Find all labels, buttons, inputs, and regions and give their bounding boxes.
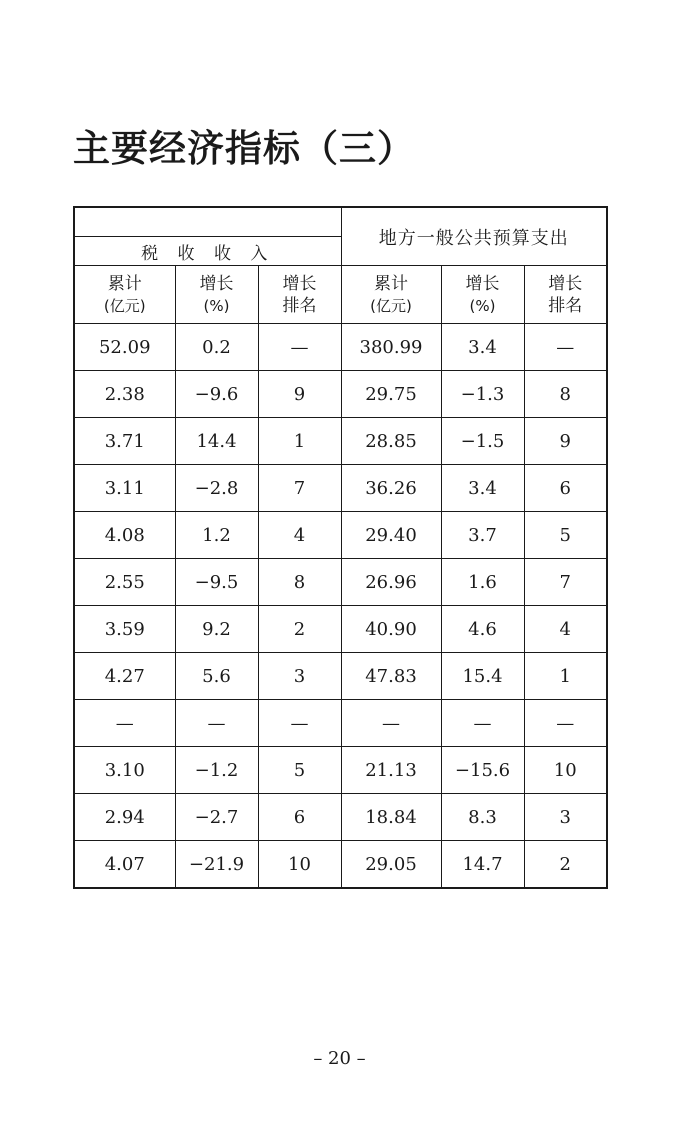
table-cell: 18.84: [341, 794, 441, 841]
table-cell: −9.6: [175, 371, 258, 418]
blank-header-cell: [74, 207, 341, 237]
table-row: [74, 653, 607, 700]
table-cell: 40.90: [341, 606, 441, 653]
table-cell: 14.4: [175, 418, 258, 465]
column-header-line2: (亿元): [370, 296, 412, 315]
page-number: – 20 –: [313, 1048, 366, 1069]
table-cell: 15.4: [441, 653, 524, 700]
table-cell: 2.55: [74, 559, 175, 606]
table-row: [74, 512, 607, 559]
column-header-line1: 增长: [465, 273, 500, 294]
column-header-line2: 排名: [548, 295, 583, 316]
table-cell: 3.7: [441, 512, 524, 559]
table-cell: —: [341, 700, 441, 747]
table-cell: 52.09: [74, 324, 175, 371]
table-row: [74, 747, 607, 794]
column-header: [258, 266, 341, 324]
table-cell: 6: [524, 465, 607, 512]
table-cell: 3.71: [74, 418, 175, 465]
table-cell: 28.85: [341, 418, 441, 465]
table-cell: —: [175, 700, 258, 747]
table-cell: 36.26: [341, 465, 441, 512]
table-row: [74, 324, 607, 371]
table-cell: 8: [258, 559, 341, 606]
group-header-tax: 税 收 收 入: [74, 237, 341, 266]
column-header-line2: 排名: [282, 295, 317, 316]
table-cell: —: [258, 700, 341, 747]
table-body: [74, 324, 607, 889]
table-cell: 10: [258, 841, 341, 889]
table-cell: 3.4: [441, 324, 524, 371]
table-cell: −15.6: [441, 747, 524, 794]
column-header-line2: (亿元): [103, 296, 146, 315]
column-header-line1: 累计: [107, 273, 142, 294]
table-row: [74, 794, 607, 841]
table-cell: 4: [524, 606, 607, 653]
table-row: [74, 700, 607, 747]
table-cell: −2.8: [175, 465, 258, 512]
table-row: [74, 841, 607, 889]
column-header: [341, 266, 441, 324]
table-row: [74, 559, 607, 606]
table-cell: 3: [524, 794, 607, 841]
table-row: [74, 606, 607, 653]
table-cell: 9: [524, 418, 607, 465]
table-cell: 21.13: [341, 747, 441, 794]
column-header: [441, 266, 524, 324]
table-cell: 380.99: [341, 324, 441, 371]
table-cell: −9.5: [175, 559, 258, 606]
table-row: [74, 465, 607, 512]
table-cell: 4.08: [74, 512, 175, 559]
column-header-line2: (%): [203, 296, 230, 315]
table-cell: −1.5: [441, 418, 524, 465]
table-cell: 29.75: [341, 371, 441, 418]
table-cell: 3.11: [74, 465, 175, 512]
table-cell: −2.7: [175, 794, 258, 841]
table-cell: 3.10: [74, 747, 175, 794]
table-cell: 9.2: [175, 606, 258, 653]
economic-indicators-table: [73, 206, 608, 889]
table-cell: 6: [258, 794, 341, 841]
table-cell: 1.6: [441, 559, 524, 606]
table-cell: 7: [258, 465, 341, 512]
table-cell: —: [524, 324, 607, 371]
column-header-line1: 增长: [282, 273, 317, 294]
table-cell: 3.59: [74, 606, 175, 653]
table-top-blank-row: [74, 207, 607, 237]
table-cell: 29.05: [341, 841, 441, 889]
table-cell: 2.38: [74, 371, 175, 418]
column-header-line1: 增长: [548, 273, 583, 294]
column-header: [175, 266, 258, 324]
table-cell: 3.4: [441, 465, 524, 512]
column-header: [74, 266, 175, 324]
table-cell: —: [441, 700, 524, 747]
table-row: [74, 371, 607, 418]
table-cell: 14.7: [441, 841, 524, 889]
table-cell: −1.2: [175, 747, 258, 794]
column-header-line2: (%): [469, 296, 496, 315]
table-cell: 47.83: [341, 653, 441, 700]
column-header-row: [74, 266, 607, 324]
table-cell: —: [74, 700, 175, 747]
table-cell: —: [258, 324, 341, 371]
table-cell: —: [524, 700, 607, 747]
table-cell: 7: [524, 559, 607, 606]
table-cell: 10: [524, 747, 607, 794]
table-cell: 1.2: [175, 512, 258, 559]
table-cell: 29.40: [341, 512, 441, 559]
table-row: [74, 418, 607, 465]
table-cell: 0.2: [175, 324, 258, 371]
table-cell: 26.96: [341, 559, 441, 606]
table-cell: 1: [524, 653, 607, 700]
column-header: [524, 266, 607, 324]
table-cell: 8.3: [441, 794, 524, 841]
table-cell: 3: [258, 653, 341, 700]
table-cell: 2: [258, 606, 341, 653]
table-cell: 5.6: [175, 653, 258, 700]
page-title: 主要经济指标（三）: [73, 127, 415, 170]
table-cell: 8: [524, 371, 607, 418]
table-cell: 4: [258, 512, 341, 559]
table-cell: 9: [258, 371, 341, 418]
table-cell: 1: [258, 418, 341, 465]
table-cell: −21.9: [175, 841, 258, 889]
column-header-line1: 增长: [199, 273, 234, 294]
table-cell: 5: [258, 747, 341, 794]
table-cell: 4.07: [74, 841, 175, 889]
table-cell: −1.3: [441, 371, 524, 418]
table-cell: 5: [524, 512, 607, 559]
group-header-expenditure: 地方一般公共预算支出: [341, 207, 607, 266]
table-cell: 2.94: [74, 794, 175, 841]
table-cell: 2: [524, 841, 607, 889]
column-header-line1: 累计: [374, 273, 408, 294]
table-cell: 4.27: [74, 653, 175, 700]
table-cell: 4.6: [441, 606, 524, 653]
